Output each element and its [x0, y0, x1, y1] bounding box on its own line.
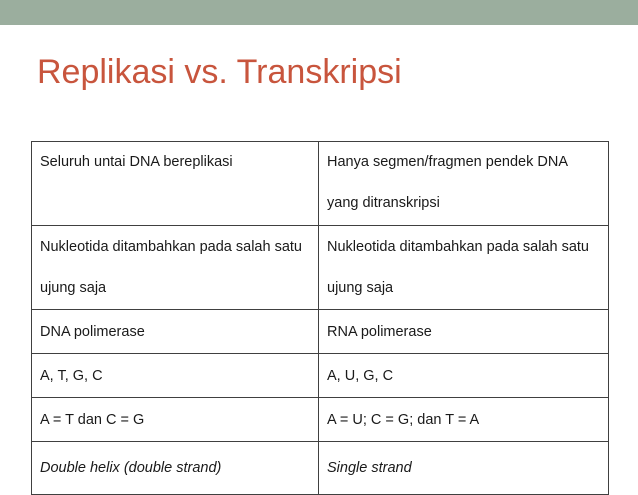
- replication-cell: DNA polimerase: [32, 310, 319, 354]
- replication-cell: A = T dan C = G: [32, 398, 319, 442]
- replication-cell: Double helix (double strand): [32, 442, 319, 495]
- slide-title: Replikasi vs. Transkripsi: [37, 53, 402, 91]
- transcription-cell: RNA polimerase: [319, 310, 609, 354]
- comparison-table: [31, 141, 609, 495]
- table-row: [32, 226, 609, 310]
- comparison-table-container: [31, 141, 609, 495]
- transcription-cell: Single strand: [319, 442, 609, 495]
- replication-cell: A, T, G, C: [32, 354, 319, 398]
- table-row: [32, 398, 609, 442]
- table-row: [32, 354, 609, 398]
- transcription-cell: A = U; C = G; dan T = A: [319, 398, 609, 442]
- transcription-cell: Nukleotida ditambahkan pada salah satu ujung saja: [319, 226, 609, 310]
- slide-header-bar: [0, 0, 638, 25]
- table-row: [32, 310, 609, 354]
- transcription-cell: A, U, G, C: [319, 354, 609, 398]
- table-row: [32, 142, 609, 226]
- replication-cell: Seluruh untai DNA bereplikasi: [32, 142, 319, 226]
- transcription-cell: Hanya segmen/fragmen pendek DNA yang ditranskripsi: [319, 142, 609, 226]
- table-row: [32, 442, 609, 495]
- replication-cell: Nukleotida ditambahkan pada salah satu ujung saja: [32, 226, 319, 310]
